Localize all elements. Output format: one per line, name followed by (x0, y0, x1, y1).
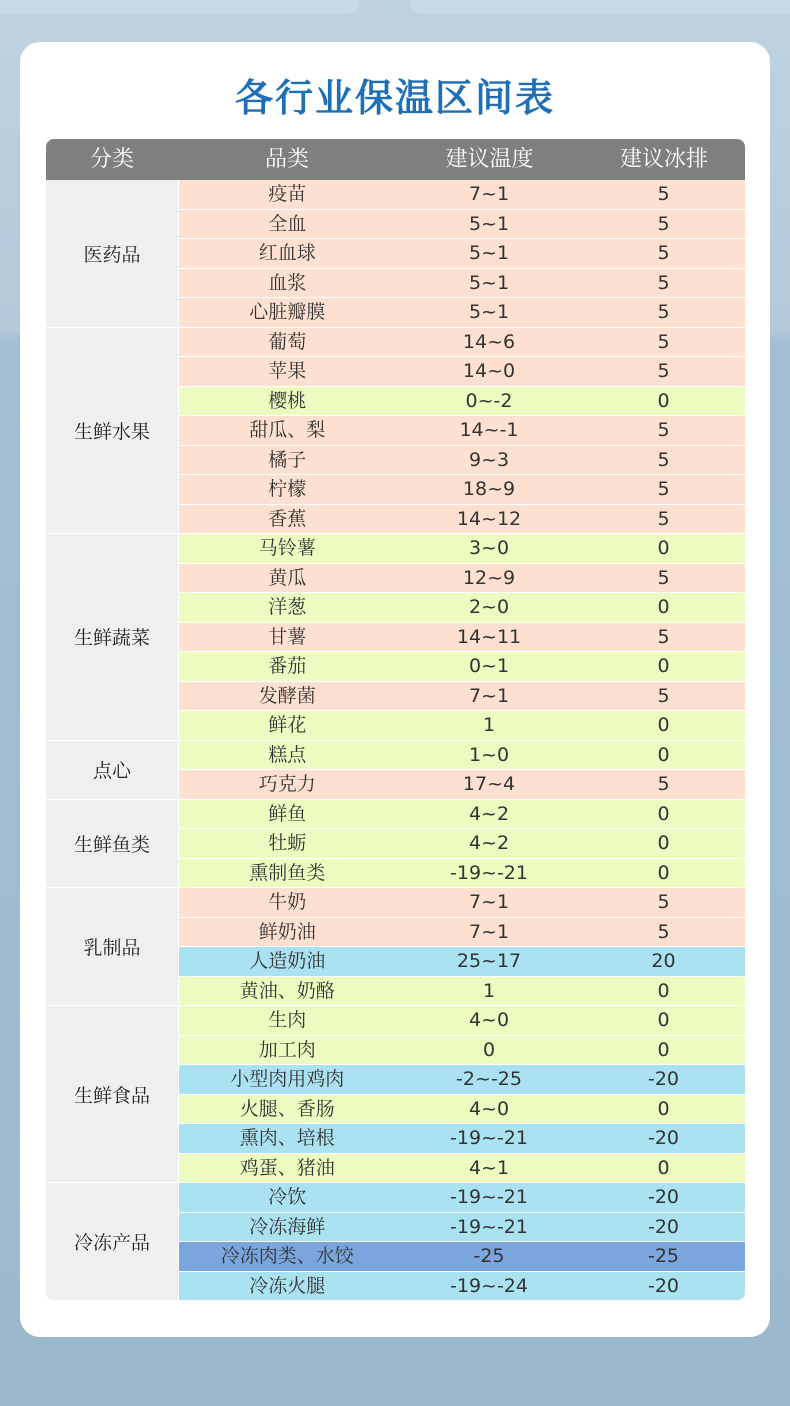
ice-pack-cell: 5 (657, 448, 670, 471)
temperature-cell: 1~0 (468, 743, 510, 766)
temperature-cell: 4~2 (468, 832, 510, 854)
item-cell: 生肉 (268, 1009, 307, 1031)
temperature-cell: -25 (473, 1245, 505, 1267)
item-cell: 番茄 (268, 655, 307, 677)
temperature-cell: 18~9 (462, 478, 516, 500)
temperature-cell: 3~0 (468, 537, 510, 559)
temperature-cell: 9~3 (468, 448, 510, 471)
table-row (179, 239, 745, 269)
temperature-cell: 7~1 (468, 183, 510, 205)
item-cell: 冷冻火腿 (249, 1274, 326, 1297)
table-row (179, 623, 745, 653)
ice-pack-cell: 0 (657, 1097, 670, 1120)
table-row (179, 210, 745, 240)
ice-pack-cell: 0 (657, 714, 670, 736)
ice-pack-cell: 0 (657, 802, 670, 825)
item-cell: 牡蛎 (268, 832, 307, 854)
table-row (179, 298, 745, 328)
item-cell: 巧克力 (258, 773, 316, 795)
temperature-cell: 14~12 (456, 507, 522, 530)
temperature-cell: 5~1 (468, 301, 510, 323)
item-cell: 甜瓜、梨 (249, 419, 326, 441)
page-title: 各行业保温区间表 (234, 76, 555, 120)
table-row (179, 1242, 745, 1272)
ice-pack-cell: 0 (657, 389, 670, 412)
temperature-cell: 25~17 (456, 950, 522, 972)
item-cell: 黄瓜 (268, 566, 307, 589)
ice-pack-cell: 5 (657, 920, 670, 943)
ice-pack-cell: 0 (657, 1038, 670, 1061)
table-row (179, 770, 745, 800)
temperature-cell: 14~0 (462, 360, 516, 382)
temperature-cell: -19~-21 (450, 1186, 528, 1208)
item-cell: 鲜花 (268, 714, 307, 736)
ice-pack-cell: 0 (657, 979, 670, 1002)
category-cell: 生鲜水果 (46, 328, 178, 535)
temperature-cell: 0 (482, 1038, 496, 1061)
ice-pack-cell: 5 (657, 625, 670, 648)
item-cell: 鸡蛋、猪油 (239, 1156, 335, 1179)
temperature-cell: 0~1 (468, 655, 510, 677)
ice-pack-cell: 5 (657, 183, 670, 205)
item-cell: 黄油、奶酪 (239, 979, 335, 1002)
table-row (179, 1065, 745, 1095)
table-row (179, 682, 745, 712)
ice-pack-cell: -20 (647, 1068, 680, 1090)
item-cell: 熏肉、培根 (239, 1127, 335, 1149)
table-row (179, 446, 745, 476)
item-cell: 火腿、香肠 (239, 1097, 335, 1120)
ice-pack-cell: -20 (647, 1127, 680, 1149)
category-column (46, 180, 178, 1301)
item-cell: 柠檬 (268, 478, 307, 500)
item-cell: 鲜奶油 (258, 920, 316, 943)
item-cell: 冷饮 (268, 1186, 307, 1208)
ice-pack-cell: 5 (657, 478, 670, 500)
rows-column (178, 180, 745, 1301)
temperature-cell: 4~1 (468, 1156, 510, 1179)
item-cell: 小型肉用鸡肉 (230, 1068, 345, 1090)
temperature-cell: 14~-1 (459, 419, 519, 441)
header-category: 分类 (89, 147, 134, 172)
ice-pack-cell: 20 (651, 950, 676, 972)
item-cell: 马铃薯 (258, 537, 316, 559)
table-row (179, 1213, 745, 1243)
item-cell: 香蕉 (268, 507, 307, 530)
item-cell: 洋葱 (268, 596, 307, 618)
item-cell: 甘薯 (268, 625, 307, 648)
ice-pack-cell: 5 (657, 212, 670, 235)
category-cell: 点心 (46, 741, 178, 800)
category-cell: 医药品 (46, 180, 178, 328)
item-cell: 熏制鱼类 (249, 861, 326, 884)
temperature-cell: 4~2 (468, 802, 510, 825)
item-cell: 疫苗 (268, 183, 307, 205)
ice-pack-cell: 5 (657, 301, 670, 323)
table-row (179, 711, 745, 741)
category-cell: 乳制品 (46, 888, 178, 1006)
temperature-cell: -2~-25 (456, 1068, 522, 1090)
table-row (179, 888, 745, 918)
table-row (179, 357, 745, 387)
ice-pack-cell: 5 (657, 360, 670, 382)
ice-pack-cell: -25 (647, 1245, 680, 1267)
table-row (179, 1272, 745, 1302)
table-row (179, 328, 745, 358)
temperature-cell: -19~-24 (450, 1274, 528, 1297)
table-row (179, 505, 745, 535)
item-cell: 葡萄 (268, 330, 307, 353)
temperature-cell: 14~6 (462, 330, 516, 353)
temperature-cell: 5~1 (468, 212, 510, 235)
temperature-cell: 14~11 (456, 625, 522, 648)
ice-pack-cell: 0 (657, 655, 670, 677)
table-card (20, 42, 770, 1337)
ice-pack-cell: 5 (657, 684, 670, 707)
temperature-cell: -19~-21 (450, 1127, 528, 1149)
item-cell: 樱桃 (268, 389, 307, 412)
table-row (179, 1036, 745, 1066)
item-cell: 糕点 (268, 743, 307, 766)
table-row (179, 1124, 745, 1154)
category-cell: 生鲜食品 (46, 1006, 178, 1183)
temperature-cell: 7~1 (468, 920, 510, 943)
temperature-cell: -19~-21 (450, 861, 528, 884)
item-cell: 心脏瓣膜 (249, 301, 326, 323)
item-cell: 血浆 (268, 271, 307, 294)
ice-pack-cell: -20 (647, 1215, 680, 1238)
temperature-cell: 17~4 (462, 773, 516, 795)
table-row (179, 387, 745, 417)
table-row (179, 977, 745, 1007)
table-row (179, 741, 745, 771)
table-row (179, 1095, 745, 1125)
table-row (179, 534, 745, 564)
header-temperature: 建议温度 (445, 147, 534, 172)
ice-pack-cell: 5 (657, 507, 670, 530)
table-row (179, 829, 745, 859)
temperature-cell: 7~1 (468, 891, 510, 913)
temperature-cell: 5~1 (468, 242, 510, 264)
ice-pack-cell: -20 (647, 1274, 680, 1297)
temperature-cell: 1 (482, 979, 496, 1002)
item-cell: 苹果 (268, 360, 307, 382)
table-row (179, 800, 745, 830)
table-row (179, 1154, 745, 1184)
table-row (179, 593, 745, 623)
ice-pack-cell: 5 (657, 271, 670, 294)
ice-pack-cell: 0 (657, 743, 670, 766)
header-item: 品类 (264, 147, 309, 172)
table-row (179, 1183, 745, 1213)
ice-pack-cell: 0 (657, 861, 670, 884)
temperature-cell: 1 (482, 714, 496, 736)
item-cell: 冷冻肉类、水饺 (220, 1245, 354, 1267)
table-body (46, 180, 745, 1301)
table-row (179, 1006, 745, 1036)
ice-pack-cell: 5 (657, 242, 670, 264)
temperature-cell: 4~0 (468, 1009, 510, 1031)
ice-pack-cell: 5 (657, 566, 670, 589)
ice-pack-cell: 5 (657, 891, 670, 913)
item-cell: 全血 (268, 212, 307, 235)
ice-pack-cell: 0 (657, 1009, 670, 1031)
table-row (179, 652, 745, 682)
temperature-cell: -19~-21 (450, 1215, 528, 1238)
category-cell: 生鲜鱼类 (46, 800, 178, 889)
ice-pack-cell: 5 (657, 773, 670, 795)
table-row (179, 564, 745, 594)
temperature-cell: 7~1 (468, 684, 510, 707)
temperature-cell: 5~1 (468, 271, 510, 294)
temperature-table (46, 139, 745, 1301)
item-cell: 红血球 (258, 242, 316, 264)
item-cell: 牛奶 (268, 891, 307, 913)
item-cell: 加工肉 (258, 1038, 316, 1061)
table-row (179, 918, 745, 948)
table-row (179, 475, 745, 505)
background-shape-left (0, 0, 360, 14)
table-header (46, 139, 745, 180)
item-cell: 橘子 (268, 448, 307, 471)
ice-pack-cell: -20 (647, 1186, 680, 1208)
table-row (179, 180, 745, 210)
temperature-cell: 4~0 (468, 1097, 510, 1120)
table-row (179, 269, 745, 299)
header-ice-pack: 建议冰排 (619, 147, 708, 172)
ice-pack-cell: 0 (657, 1156, 670, 1179)
ice-pack-cell: 0 (657, 832, 670, 854)
item-cell: 人造奶油 (249, 950, 326, 972)
category-cell: 生鲜蔬菜 (46, 534, 178, 741)
ice-pack-cell: 0 (657, 537, 670, 559)
temperature-cell: 0~-2 (465, 389, 513, 412)
temperature-cell: 2~0 (468, 596, 510, 618)
ice-pack-cell: 5 (657, 330, 670, 353)
item-cell: 鲜鱼 (268, 802, 307, 825)
table-row (179, 947, 745, 977)
background-shape-right (410, 0, 790, 14)
temperature-cell: 12~9 (462, 566, 516, 589)
table-row (179, 416, 745, 446)
category-cell: 冷冻产品 (46, 1183, 178, 1301)
ice-pack-cell: 0 (657, 596, 670, 618)
item-cell: 发酵菌 (258, 684, 316, 707)
table-row (179, 859, 745, 889)
ice-pack-cell: 5 (657, 419, 670, 441)
item-cell: 冷冻海鲜 (249, 1215, 326, 1238)
